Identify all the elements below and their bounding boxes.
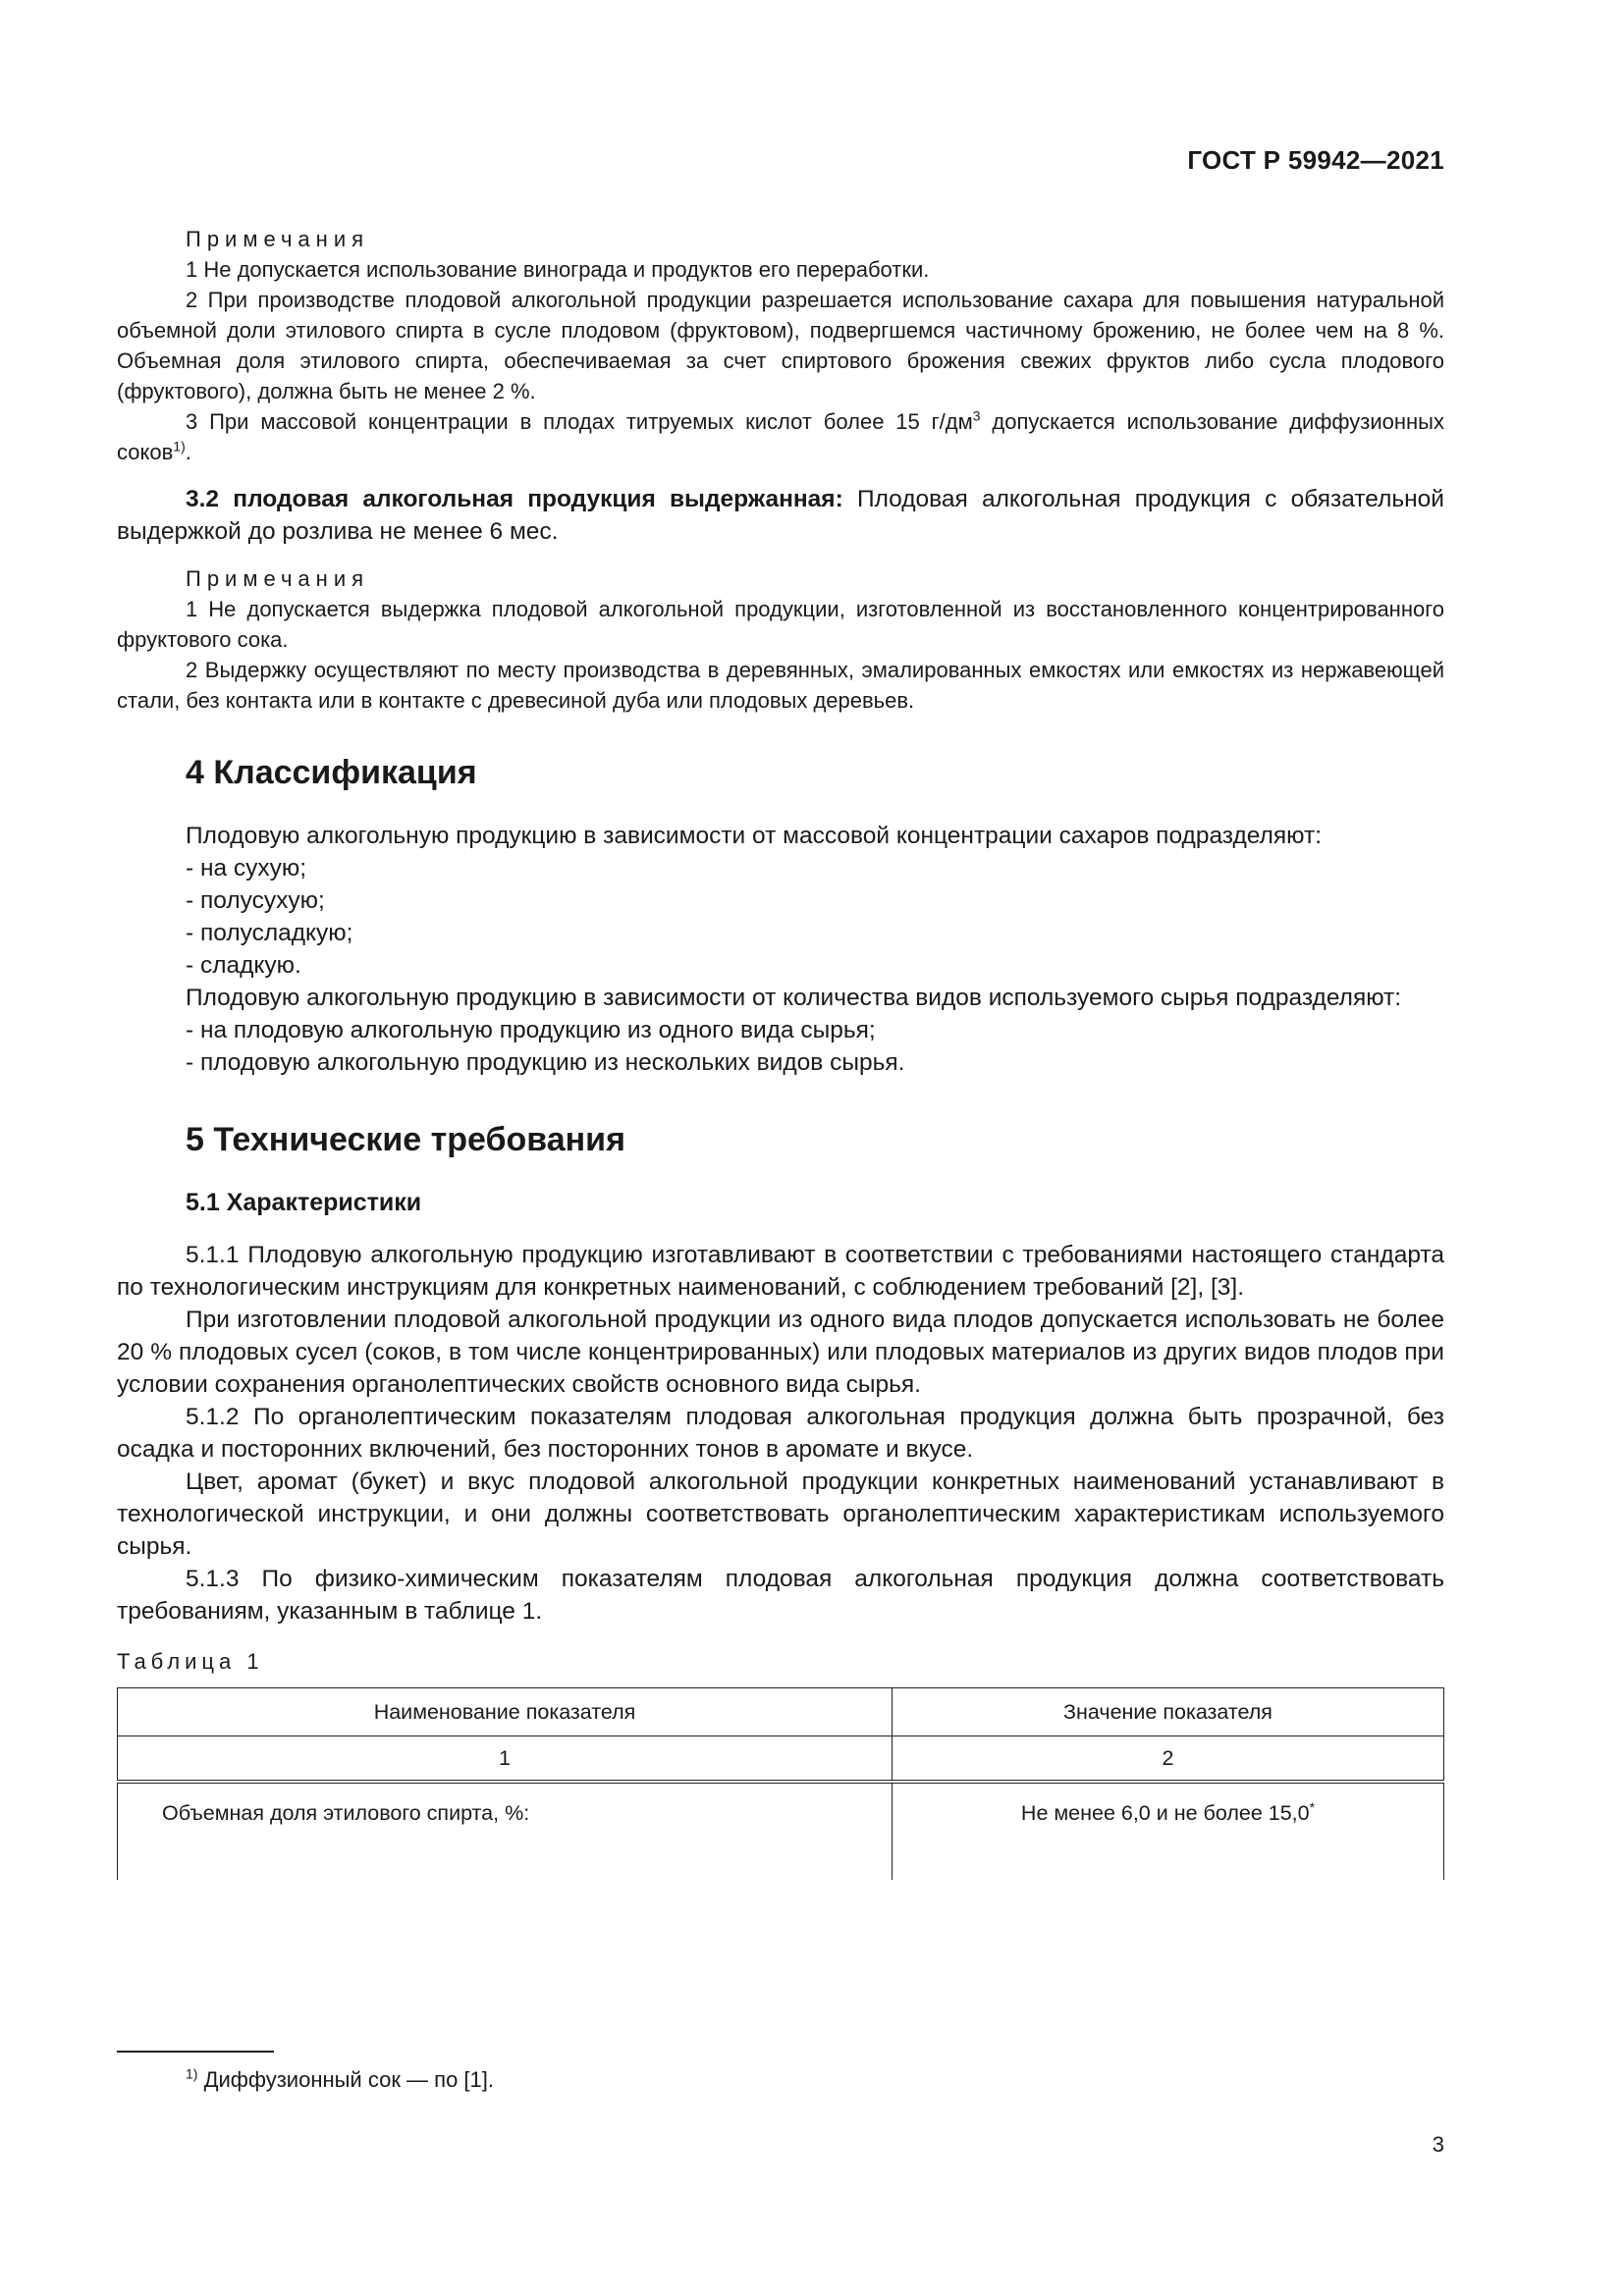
note-2: 2 При производстве плодовой алкогольной продукции разрешается использование сахара для повышения натуральной объемной доли этилового спирта в сусле плодовом (фруктовом), подвергшемся частичному брожению, не более чем на 8 %. Объемная доля этилового спирта, обеспечиваемая за счет спиртового брожения свежих фруктов либо сусла плодового (фруктового), должна быть не менее 2 %. <box>117 288 1444 403</box>
list-item: - полусухую; <box>186 887 325 914</box>
list-item: - на плодовую алкогольную продукцию из одного вида сырья; <box>186 1017 876 1043</box>
document-header: ГОСТ Р 59942—2021 <box>1187 145 1444 175</box>
s5-para-4: Цвет, аромат (букет) и вкус плодовой алкогольной продукции конкретных наименований устанавливают в технологической инструкции, и они должны соответствовать органолептическим характеристикам используемого сырья. <box>117 1468 1444 1560</box>
table-cell-value <box>893 1782 1444 1880</box>
note2-2: 2 Выдержку осуществляют по месту производства в деревянных, эмалированных емкостях или емкостях из нержавеющей стали, без контакта или в контакте с древесиной дуба или плодовых деревьев. <box>117 658 1444 713</box>
notes-heading: Примечания <box>186 227 370 251</box>
footnote-ref: 1) <box>173 438 186 454</box>
note2-1: 1 Не допускается выдержка плодовой алкогольной продукции, изготовленной из восстановленного концентрированного фруктового сока. <box>117 597 1444 652</box>
table-header-value: Значение показателя <box>893 1688 1444 1736</box>
clause-3-2-def: Плодовая алкогольная продукция с обязательной выдержкой до розлива не менее 6 мес. <box>117 486 1444 545</box>
table-1 <box>117 1687 1444 1880</box>
note-3-text-a: 3 При массовой концентрации в плодах титруемых кислот более 15 г/дм <box>186 409 973 434</box>
table-caption: Таблица 1 <box>117 1649 264 1674</box>
section-4-title: 4 Классификация <box>186 754 477 791</box>
page-number: 3 <box>1432 2132 1444 2157</box>
s4-para-1: Плодовую алкогольную продукцию в зависимости от массовой концентрации сахаров подразделяют: <box>186 823 1323 849</box>
footnote <box>186 2067 494 2093</box>
s5-para-3: 5.1.2 По органолептическим показателям плодовая алкогольная продукция должна быть прозрачной, без осадка и посторонних включений, без посторонних тонов в аромате и вкусе. <box>117 1404 1444 1463</box>
list-item: - полусладкую; <box>186 920 353 946</box>
table-col-number-2: 2 <box>893 1736 1444 1783</box>
table-cell-value-text: Не менее 6,0 и не более 15,0 <box>1020 1801 1310 1825</box>
note-3 <box>117 406 1444 467</box>
clause-3-2-term: 3.2 плодовая алкогольная продукция выдержанная: <box>186 486 843 512</box>
table-header-name: Наименование показателя <box>118 1688 893 1736</box>
footnote-text: Диффузионный сок — по [1]. <box>197 2067 494 2092</box>
table-number-row <box>118 1736 1444 1783</box>
page-content <box>117 224 1444 1880</box>
table-row <box>118 1782 1444 1880</box>
note-3-sup: 3 <box>972 407 981 424</box>
section-5-title: 5 Технические требования <box>186 1121 625 1158</box>
table-cell-mark: * <box>1309 1798 1316 1815</box>
list-item: - сладкую. <box>186 952 301 979</box>
notes-heading-2: Примечания <box>186 566 370 591</box>
list-item: - плодовую алкогольную продукцию из нескольких видов сырья. <box>186 1049 905 1076</box>
list-item: - на сухую; <box>186 855 307 881</box>
note-3-text-b: допускается использование диффузионных соков <box>117 409 1444 464</box>
s5-para-5: 5.1.3 По физико-химическим показателям плодовая алкогольная продукция должна соответствовать требованиям, указанным в таблице 1. <box>117 1566 1444 1625</box>
table-col-number-1: 1 <box>118 1736 893 1783</box>
note-3-end: . <box>185 440 191 464</box>
s4-list-2 <box>117 1014 1444 1079</box>
clause-3-2 <box>117 483 1444 548</box>
table-cell-name: Объемная доля этилового спирта, %: <box>118 1782 893 1880</box>
s4-list-1 <box>117 852 1444 982</box>
subsection-5-1-title: 5.1 Характеристики <box>186 1189 422 1216</box>
note-1: 1 Не допускается использование винограда и продуктов его переработки. <box>186 257 930 282</box>
s5-para-1: 5.1.1 Плодовую алкогольную продукцию изготавливают в соответствии с требованиями настоящего стандарта по технологическим инструкциям для конкретных наименований, с соблюдением требований [2], [3]. <box>117 1242 1444 1301</box>
footnote-divider <box>117 2051 274 2053</box>
footnote-mark: 1) <box>186 2065 198 2082</box>
s5-para-2: При изготовлении плодовой алкогольной продукции из одного вида плодов допускается использовать не более 20 % плодовых сусел (соков, в том числе концентрированных) или плодовых материалов из других видов плодов при условии сохранения органолептических свойств основного вида сырья. <box>117 1307 1444 1398</box>
s4-para-2: Плодовую алкогольную продукцию в зависимости от количества видов используемого сырья подразделяют: <box>186 985 1402 1011</box>
table-header-row <box>118 1688 1444 1736</box>
